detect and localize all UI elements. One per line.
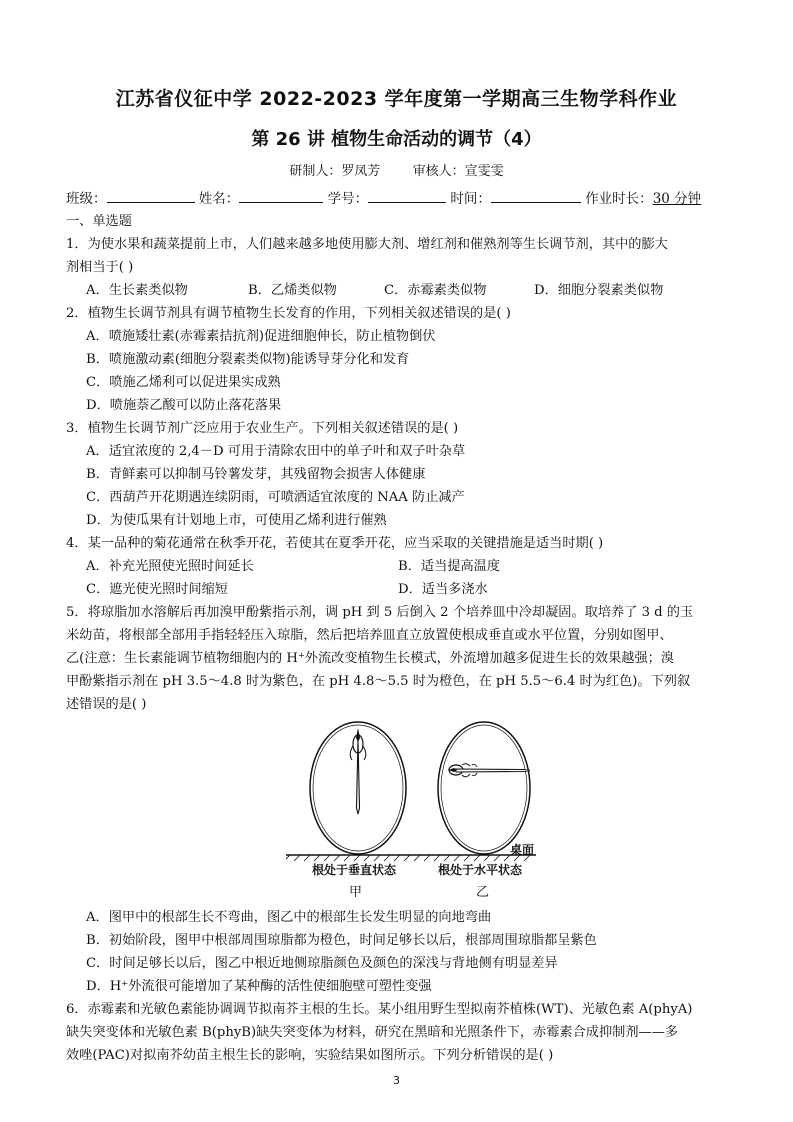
- q2-option-d[interactable]: D．喷施萘乙酸可以防止落花落果: [86, 398, 282, 413]
- q5-stem-line: 5．将琼脂加水溶解后再加溴甲酚紫指示剂，调 pH 到 5 后倒入 2 个培养皿中冷却凝固。取培养了 3 d 的玉: [66, 605, 694, 620]
- author-line: [0, 160, 793, 179]
- q4-option-a[interactable]: A．补充光照使光照时间延长: [86, 559, 254, 574]
- desk-label: 桌面: [510, 843, 535, 857]
- q1-options: [66, 279, 730, 302]
- q5-option-b[interactable]: B．初始阶段，图甲中根部周围琼脂都为橙色，时间足够长以后，根部周围琼脂都呈紫色: [86, 933, 597, 948]
- q4-options-row: [66, 578, 730, 601]
- q3-stem-line: 3．植物生长调节剂广泛应用于农业生产。下列相关叙述错误的是( ): [66, 421, 459, 436]
- q5-stem-line: 乙(注意：生长素能调节植物细胞内的 H⁺外流改变植物生长模式，外流增加越多促进生长的效果越强；溴: [66, 651, 675, 666]
- q5-option-a[interactable]: A．图甲中的根部生长不弯曲，图乙中的根部生长发生明显的向地弯曲: [86, 910, 492, 925]
- q1-stem-line: 剂相当于( ): [66, 260, 134, 275]
- q4-option-c[interactable]: C．遮光使光照时间缩短: [86, 582, 228, 597]
- q1-stem-line: 1．为使水果和蔬菜提前上市，人们越来越多地使用膨大剂、增红剂和催熟剂等生长调节剂，其中的膨大: [66, 237, 668, 252]
- name-field[interactable]: [239, 188, 323, 203]
- q2-option-a[interactable]: A．喷施矮壮素(赤霉素拮抗剂)促进细胞伸长，防止植物倒伏: [86, 329, 436, 344]
- horizontal-state-label: 根处于水平状态: [438, 863, 523, 877]
- q4-option-b[interactable]: B．适当提高温度: [398, 559, 501, 574]
- dish-right-inner: [441, 725, 527, 851]
- q2-stem-line: 2．植物生长调节剂具有调节植物生长发育的作用，下列相关叙述错误的是( ): [66, 306, 511, 321]
- vertical-state-label: 根处于垂直状态: [312, 863, 397, 877]
- name-label: 姓名：: [198, 191, 240, 207]
- duration-label: 作业时长：: [585, 191, 653, 207]
- page-number: 3: [393, 1074, 400, 1087]
- class-label: 班级：: [66, 191, 107, 207]
- page-title: 江苏省仪征中学 2022-2023 学年度第一学期高三生物学科作业: [115, 88, 678, 110]
- q1-option-a[interactable]: A．生长素类似物: [86, 283, 188, 298]
- class-field[interactable]: [107, 188, 195, 203]
- q5-option-d[interactable]: D．H⁺外流很可能增加了某种酶的活性使细胞壁可塑性变强: [86, 979, 432, 994]
- q3-option-d[interactable]: D．为使瓜果有计划地上市，可使用乙烯利进行催熟: [86, 513, 387, 528]
- petri-dish-diagram: [286, 718, 616, 868]
- id-label: 学号：: [327, 191, 369, 207]
- q3-option-c[interactable]: C．西葫芦开花期遇连续阴雨，可喷洒适宜浓度的 NAA 防止减产: [86, 490, 465, 505]
- author: 研制人：罗凤芳: [289, 164, 381, 179]
- q6-stem-line: 效唑(PAC)对拟南芥幼苗主根生长的影响，实验结果如图所示。下列分析错误的是( ): [66, 1048, 554, 1063]
- reviewer: 审核人：宣雯雯: [412, 164, 504, 179]
- duration-value: 30 分钟: [652, 191, 702, 207]
- q5-stem-line: 米幼苗，将根部全部用手指轻轻压入琼脂，然后把培养皿直立放置使根成垂直或水平位置，分别如图甲、: [66, 628, 673, 643]
- q4-stem-line: 4．某一品种的菊花通常在秋季开花，若使其在夏季开花，应当采取的关键措施是适当时期( ): [66, 536, 604, 551]
- caption-jia: 甲: [349, 885, 363, 900]
- id-field[interactable]: [368, 188, 446, 203]
- time-label: 时间：: [450, 191, 491, 207]
- q6-stem-line: 缺失突变体和光敏色素 B(phyB)缺失突变体为材料，研究在黑暗和光照条件下，赤霉素合成抑制剂——多: [66, 1025, 679, 1040]
- q5-stem-line: 述错误的是( ): [66, 697, 147, 712]
- time-field[interactable]: [491, 188, 581, 203]
- petri-dish-figure: [66, 716, 730, 906]
- q6-stem-line: 6．赤霉素和光敏色素能协调调节拟南芥主根的生长。某小组用野生型拟南芥植株(WT)、光敏色素 A(phyA): [66, 1002, 693, 1017]
- q1-option-d[interactable]: D．细胞分裂素类似物: [534, 283, 664, 298]
- lesson-subtitle: 第 26 讲 植物生命活动的调节（4）: [251, 129, 542, 150]
- q2-option-b[interactable]: B．喷施激动素(细胞分裂素类似物)能诱导芽分化和发育: [86, 352, 410, 367]
- seedling-vertical: [350, 728, 366, 814]
- q1-option-c[interactable]: C．赤霉素类似物: [384, 283, 487, 298]
- q3-option-a[interactable]: A．适宜浓度的 2,4－D 可用于清除农田中的单子叶和双子叶杂草: [86, 444, 466, 459]
- q5-stem-line: 甲酚紫指示剂在 pH 3.5～4.8 时为紫色，在 pH 4.8～5.5 时为橙色，在 pH 5.5～6.4 时为红色)。下列叙: [66, 674, 691, 689]
- q4-options-row: [66, 555, 730, 578]
- q3-option-b[interactable]: B．青鲜素可以抑制马铃薯发芽，其残留物会损害人体健康: [86, 467, 426, 482]
- question-content: [66, 210, 730, 1067]
- caption-yi: 乙: [476, 885, 490, 900]
- q4-option-d[interactable]: D．适当多浇水: [398, 582, 488, 597]
- q2-option-c[interactable]: C．喷施乙烯利可以促进果实成熟: [86, 375, 281, 390]
- q1-option-b[interactable]: B．乙烯类似物: [248, 283, 337, 298]
- seedling-horizontal: [448, 764, 530, 777]
- section-heading: 一、单选题: [66, 214, 132, 229]
- dish-right: [438, 722, 530, 854]
- q5-option-c[interactable]: C．时间足够长以后，图乙中根近地侧琼脂颜色及颜色的深浅与背地侧有明显差异: [86, 956, 558, 971]
- student-info-line: [66, 187, 733, 207]
